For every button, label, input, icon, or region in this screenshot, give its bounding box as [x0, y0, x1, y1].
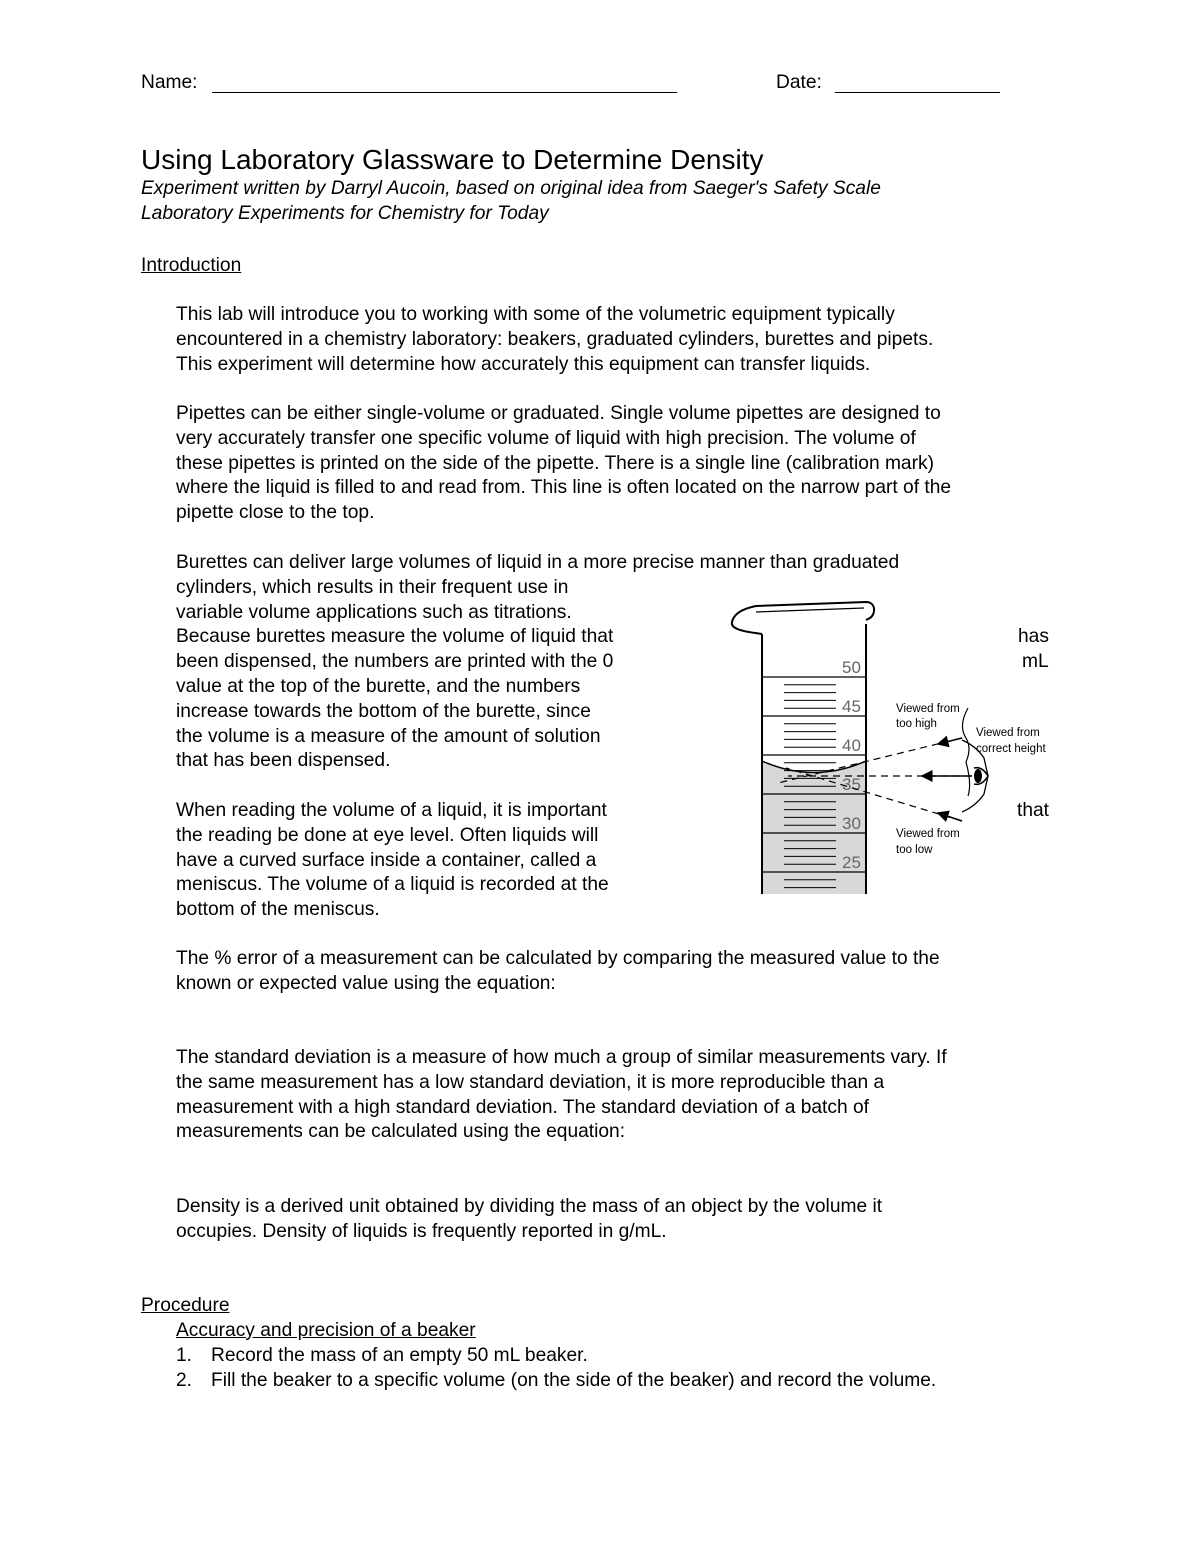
paragraph-line: been dispensed, the numbers are printed with the 0: [176, 651, 614, 673]
paragraph-line: variable volume applications such as titrations.: [176, 601, 572, 623]
paragraph-line: The standard deviation is a measure of how much a group of similar measurements vary. If: [176, 1047, 947, 1068]
procedure-heading: Procedure: [141, 1295, 230, 1316]
paragraph-line: cylinders, which results in their frequent use in: [176, 576, 569, 598]
paragraph-line-right: has: [1018, 626, 1049, 648]
paragraph-line: Pipettes can be either single-volume or graduated. Single volume pipettes are designed to: [176, 403, 941, 424]
paragraph-line: When reading the volume of a liquid, it is important: [176, 800, 607, 821]
step-text: Fill the beaker to a specific volume (on the side of the beaker) and record the volume.: [211, 1370, 937, 1391]
paragraph-line: pipette close to the top.: [176, 502, 375, 524]
paragraph-line: bottom of the meniscus.: [176, 899, 380, 921]
paragraph-line: these pipettes is printed on the side of the pipette. There is a single line (calibration mark): [176, 452, 934, 474]
paragraph-line: Burettes can deliver large volumes of liquid in a more precise manner than graduated: [176, 552, 900, 573]
paragraph-line: the reading be done at eye level. Often liquids will: [176, 824, 599, 846]
annotation-bracket: [962, 708, 969, 796]
paragraph-line: the volume is a measure of the amount of solution: [176, 725, 601, 747]
annotation-too-low-line-1: Viewed from: [896, 828, 960, 840]
annotation-too-low-line-2: too low: [896, 844, 933, 856]
paragraph-line: increase towards the bottom of the burette, since: [176, 700, 591, 722]
annotation-correct-line-1: Viewed from: [976, 727, 1040, 739]
scale-label-35: 35: [842, 775, 861, 794]
scale-label-30: 30: [842, 814, 861, 833]
date-label: Date:: [776, 72, 822, 93]
name-label: Name:: [141, 72, 198, 93]
paragraph-line: where the liquid is filled to and read from. This line is often located on the narrow part of the: [176, 477, 952, 499]
paragraph-line: encountered in a chemistry laboratory: beakers, graduated cylinders, burettes and pipets.: [176, 328, 934, 350]
introduction-heading: Introduction: [141, 255, 242, 276]
cylinder-spout: [732, 602, 874, 634]
annotation-too-high-line-2: too high: [896, 718, 937, 730]
paragraph-line: measurements can be calculated using the equation:: [176, 1121, 626, 1143]
paragraph-line-right: that: [1017, 800, 1050, 821]
paragraph-line: value at the top of the burette, and the numbers: [176, 676, 581, 697]
paragraph-line: have a curved surface inside a container, called a: [176, 849, 597, 871]
paragraph-line: very accurately transfer one specific volume of liquid with high precision. The volume of: [176, 427, 916, 449]
scale-label-25: 25: [842, 853, 861, 872]
scale-label-45: 45: [842, 697, 861, 716]
scale-label-40: 40: [842, 736, 861, 755]
paragraph-line: the same measurement has a low standard deviation, it is more reproducible than a: [176, 1071, 885, 1093]
procedure-subheading: Accuracy and precision of a beaker: [176, 1320, 476, 1341]
name-blank-line: [212, 92, 677, 93]
paragraph-line: that has been dispensed.: [176, 750, 391, 772]
subtitle-line-2: Laboratory Experiments for Chemistry for Today: [141, 203, 549, 224]
page-title: Using Laboratory Glassware to Determine Density: [141, 144, 764, 175]
subtitle-line-1: Experiment written by Darryl Aucoin, based on original idea from Saeger's Safety Scale: [141, 178, 881, 199]
procedure-step: [176, 1369, 936, 1394]
paragraph-line: measurement with a high standard deviation. The standard deviation of a batch of: [176, 1096, 869, 1118]
paragraph-line: This lab will introduce you to working with some of the volumetric equipment typically: [176, 304, 895, 325]
paragraph-line: occupies. Density of liquids is frequently reported in g/mL.: [176, 1220, 667, 1242]
meniscus-reading-figure: [726, 596, 1066, 896]
paragraph-line-right: mL: [1022, 651, 1049, 673]
annotation-correct-line-2: correct height: [976, 743, 1046, 755]
step-number: 2.: [176, 1370, 193, 1391]
paragraph-line: Because burettes measure the volume of liquid that: [176, 626, 614, 648]
procedure-step: [176, 1344, 588, 1369]
paragraph-line: Density is a derived unit obtained by dividing the mass of an object by the volume it: [176, 1196, 883, 1217]
paragraph-line: meniscus. The volume of a liquid is recorded at the: [176, 874, 609, 896]
step-text: Record the mass of an empty 50 mL beaker.: [211, 1345, 588, 1366]
paragraph-line: This experiment will determine how accurately this equipment can transfer liquids.: [176, 353, 871, 375]
scale-label-50: 50: [842, 658, 861, 677]
paragraph-line: The % error of a measurement can be calculated by comparing the measured value to the: [176, 948, 940, 969]
step-number: 1.: [176, 1345, 193, 1366]
paragraph-line: known or expected value using the equation:: [176, 972, 556, 994]
date-blank-line: [835, 92, 1000, 93]
annotation-too-high-line-1: Viewed from: [896, 703, 960, 715]
